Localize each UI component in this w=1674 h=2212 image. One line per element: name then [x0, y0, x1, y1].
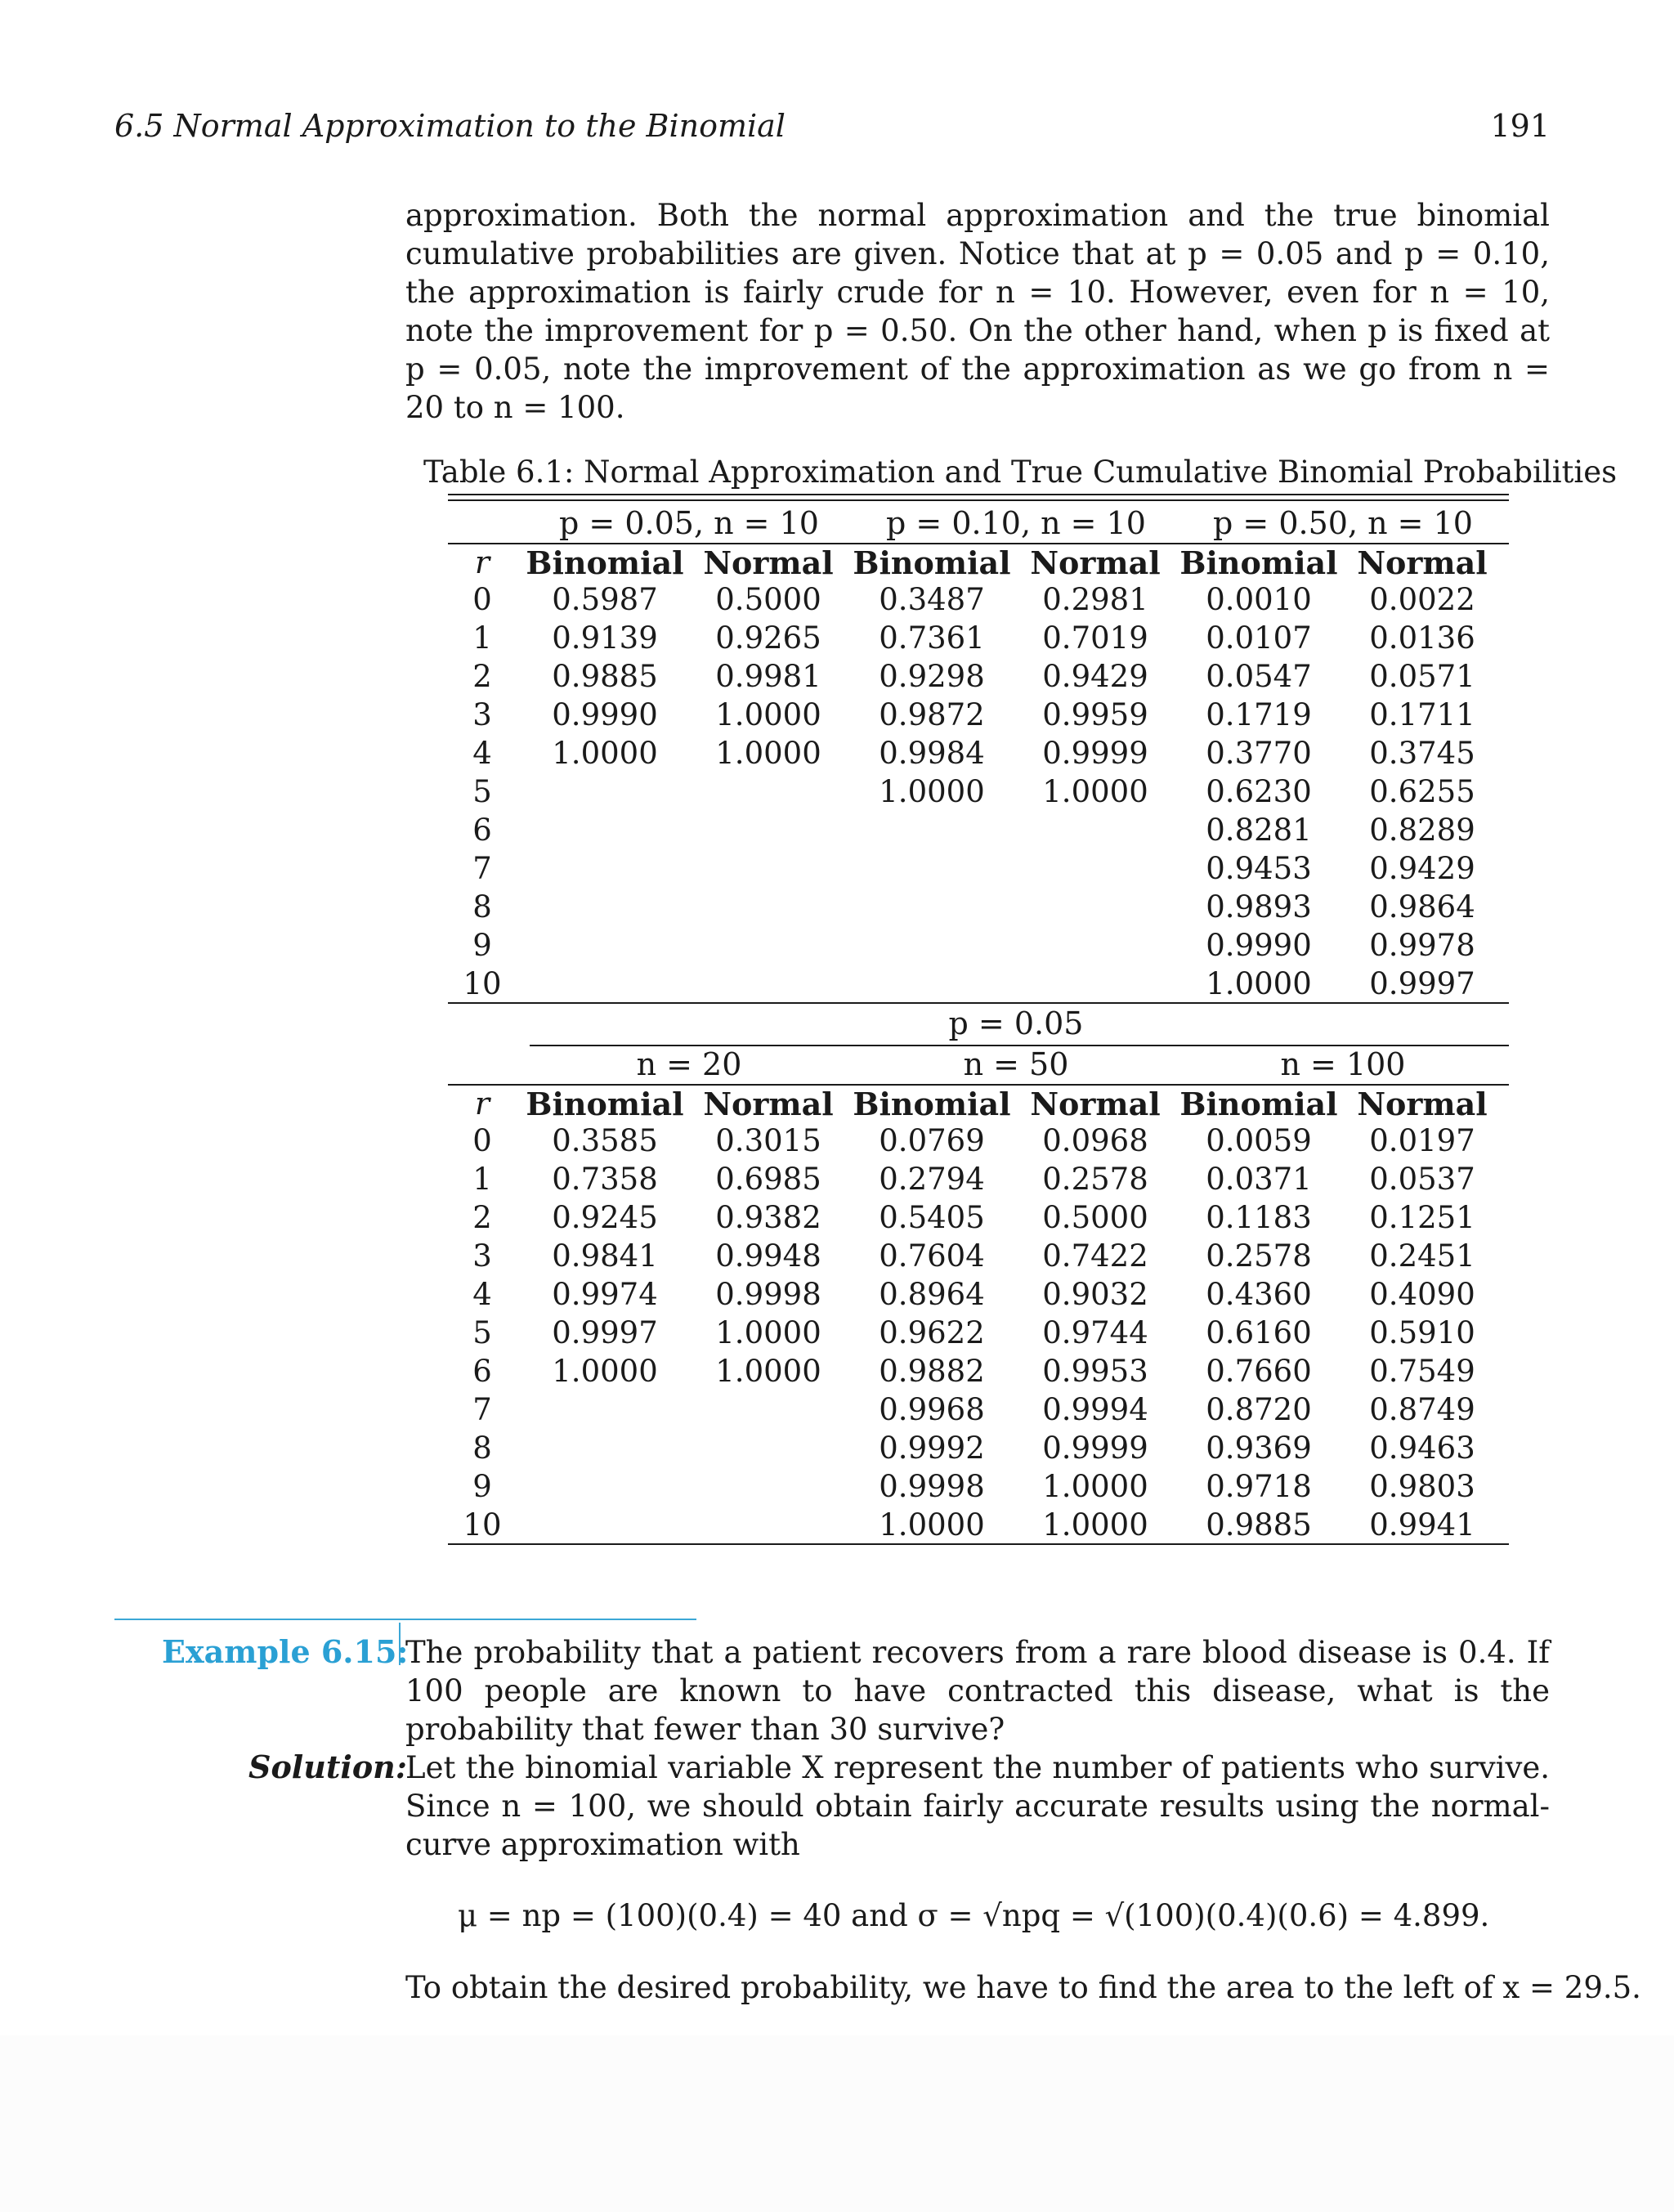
row-label: 10 [463, 1507, 502, 1543]
bottom-shading [0, 2035, 1674, 2212]
top-group-header-2: p = 0.10, n = 10 [886, 505, 1146, 541]
table-cell: 0.0010 [1206, 582, 1312, 617]
table-cell: 0.0136 [1369, 620, 1475, 656]
row-label: 5 [472, 1315, 492, 1350]
table-cell: 0.9265 [715, 620, 821, 656]
table-cell: 0.9139 [552, 620, 658, 656]
table-cell: 0.9369 [1206, 1431, 1312, 1466]
bottom-group-header-3: n = 100 [1280, 1046, 1406, 1082]
table-cell: 0.9298 [879, 659, 985, 694]
intro-text: approximation. Both the normal approximation and the true binomial cumulative probabilities are given. Notice that at p = 0.05 and p = 0.10, the approximation is fairly crude for n = 10. However, even for n = 10, note the improvement for p = 0.50. On the other hand, when p is fixed at p = 0.05, note the improvement of the approximation as we go from n = 20 to n = 100. [405, 198, 1550, 425]
table-cell: 0.6160 [1206, 1315, 1312, 1350]
table-cell: 0.5000 [1042, 1200, 1148, 1235]
table-cell: 0.7549 [1369, 1354, 1475, 1389]
table-cell: 1.0000 [552, 1354, 658, 1389]
table-cell: 1.0000 [1206, 966, 1312, 1001]
table-cell: 0.7660 [1206, 1354, 1312, 1389]
table-cell: 1.0000 [715, 697, 821, 732]
row-label: 7 [472, 851, 492, 886]
top-group-header-1: p = 0.05, n = 10 [559, 505, 819, 541]
table-cell: 0.0059 [1206, 1123, 1312, 1158]
table-cell: 0.0197 [1369, 1123, 1475, 1158]
table-cell: 0.2451 [1369, 1238, 1475, 1274]
table-cell: 0.9032 [1042, 1277, 1148, 1312]
row-label: 7 [472, 1392, 492, 1427]
table-cell: 1.0000 [1042, 1507, 1148, 1543]
table-cell: 0.9984 [879, 736, 985, 771]
row-label: 9 [472, 928, 492, 963]
table-cell: 0.9997 [1369, 966, 1475, 1001]
table-cell: 0.5000 [715, 582, 821, 617]
table-cell: 0.8720 [1206, 1392, 1312, 1427]
row-label: 8 [472, 1431, 492, 1466]
row-label: 6 [472, 813, 492, 848]
table-cell: 0.0769 [879, 1123, 985, 1158]
table-cell: 0.3585 [552, 1123, 658, 1158]
column-header: Binomial [526, 544, 684, 581]
table-cell: 0.9622 [879, 1315, 985, 1350]
running-header-title: 6.5 Normal Approximation to the Binomial [114, 108, 786, 144]
table-cell: 0.9872 [879, 697, 985, 732]
table-cell: 0.0022 [1369, 582, 1475, 617]
column-header: Binomial [1179, 544, 1338, 581]
table-cell: 0.8749 [1369, 1392, 1475, 1427]
row-label: 0 [472, 582, 492, 617]
table-cell: 0.9463 [1369, 1431, 1475, 1466]
table-cell: 0.7604 [879, 1238, 985, 1274]
table-cell: 0.8289 [1369, 813, 1475, 848]
column-header: Binomial [853, 544, 1011, 581]
column-header: Normal [703, 1086, 834, 1122]
table-cell: 0.9803 [1369, 1469, 1475, 1504]
table-cell: 0.7358 [552, 1162, 658, 1197]
column-header: r [474, 1086, 490, 1122]
table-cell: 0.7422 [1042, 1238, 1148, 1274]
table-cell: 0.9998 [715, 1277, 821, 1312]
column-header: Binomial [526, 1086, 684, 1122]
table-cell: 0.6230 [1206, 774, 1312, 809]
example-label: Example 6.15: [162, 1633, 409, 1670]
table-cell: 0.9864 [1369, 889, 1475, 925]
table-cell: 0.9429 [1369, 851, 1475, 886]
table-cell: 0.9997 [552, 1315, 658, 1350]
table-cell: 0.4360 [1206, 1277, 1312, 1312]
row-label: 2 [472, 1200, 492, 1235]
table-cell: 0.2981 [1042, 582, 1148, 617]
row-label: 3 [472, 697, 492, 732]
table-cell: 0.9841 [552, 1238, 658, 1274]
example-rule [114, 1619, 696, 1620]
row-label: 1 [472, 1162, 492, 1197]
column-header: Normal [1357, 1086, 1488, 1122]
table-cell: 0.9453 [1206, 851, 1312, 886]
table-bottom-rule [448, 1543, 1509, 1545]
table-cell: 1.0000 [1042, 1469, 1148, 1504]
table-cell: 0.9974 [552, 1277, 658, 1312]
solution-formula: μ = np = (100)(0.4) = 40 and σ = √npq = √(100)(0.4)(0.6) = 4.899. [458, 1898, 1490, 1933]
table-cell: 0.9981 [715, 659, 821, 694]
table-cell: 0.9429 [1042, 659, 1148, 694]
table-cell: 0.9953 [1042, 1354, 1148, 1389]
table-cell: 0.9990 [552, 697, 658, 732]
table-cell: 0.7361 [879, 620, 985, 656]
row-label: 4 [472, 736, 492, 771]
table-cell: 0.3487 [879, 582, 985, 617]
table-cell: 0.0968 [1042, 1123, 1148, 1158]
row-label: 5 [472, 774, 492, 809]
table-cell: 0.1711 [1369, 697, 1475, 732]
table-cell: 0.9994 [1042, 1392, 1148, 1427]
table-cell: 0.9992 [879, 1431, 985, 1466]
table-cell: 0.9941 [1369, 1507, 1475, 1543]
solution-label: Solution: [248, 1749, 407, 1785]
table-cell: 1.0000 [879, 1507, 985, 1543]
row-label: 9 [472, 1469, 492, 1504]
column-header: Binomial [853, 1086, 1011, 1122]
row-label: 2 [472, 659, 492, 694]
table-cell: 0.7019 [1042, 620, 1148, 656]
example-text: The probability that a patient recovers from a rare blood disease is 0.4. If 100 people are known to have contracted this disease, what is the probability that fewer than 30 survive? [405, 1635, 1550, 1747]
table-cell: 0.6255 [1369, 774, 1475, 809]
column-header: Normal [703, 544, 834, 581]
table-cell: 0.1183 [1206, 1200, 1312, 1235]
table-cell: 0.0107 [1206, 620, 1312, 656]
row-label: 1 [472, 620, 492, 656]
table-cell: 0.9999 [1042, 1431, 1148, 1466]
table-cell: 0.2794 [879, 1162, 985, 1197]
row-label: 8 [472, 889, 492, 925]
table-cell: 0.0537 [1369, 1162, 1475, 1197]
table-cell: 1.0000 [715, 1354, 821, 1389]
row-label: 6 [472, 1354, 492, 1389]
table-cell: 0.9948 [715, 1238, 821, 1274]
table-cell: 0.5405 [879, 1200, 985, 1235]
table-cell: 0.5910 [1369, 1315, 1475, 1350]
table-cell: 0.9885 [1206, 1507, 1312, 1543]
table-cell: 0.6985 [715, 1162, 821, 1197]
bottom-group-header-1: n = 20 [636, 1046, 742, 1082]
page-number: 191 [1490, 108, 1550, 144]
table-cell: 0.9245 [552, 1200, 658, 1235]
table-cell: 0.1251 [1369, 1200, 1475, 1235]
table-cell: 0.9959 [1042, 697, 1148, 732]
table-cell: 0.9968 [879, 1392, 985, 1427]
solution-text: Let the binomial variable X represent the number of patients who survive. Since n = 100, we should obtain fairly accurate results using the normal-curve approximation with [405, 1750, 1550, 1862]
table-cell: 1.0000 [552, 736, 658, 771]
table-cell: 1.0000 [879, 774, 985, 809]
table-cell: 0.2578 [1042, 1162, 1148, 1197]
table-cell: 1.0000 [715, 736, 821, 771]
row-label: 3 [472, 1238, 492, 1274]
top-group-header-3: p = 0.50, n = 10 [1213, 505, 1473, 541]
intro-paragraph [405, 196, 1550, 427]
table-cell: 0.1719 [1206, 697, 1312, 732]
bottom-super-group: p = 0.05 [948, 1005, 1084, 1041]
bottom-group-header-2: n = 50 [963, 1046, 1069, 1082]
table-cell: 0.3745 [1369, 736, 1475, 771]
table-cell: 0.9882 [879, 1354, 985, 1389]
table-cell: 0.9999 [1042, 736, 1148, 771]
table-cell: 0.9382 [715, 1200, 821, 1235]
column-header: Normal [1030, 544, 1161, 581]
table-cell: 0.2578 [1206, 1238, 1312, 1274]
table-cell: 0.0547 [1206, 659, 1312, 694]
column-header: r [474, 544, 490, 580]
table-cell: 0.4090 [1369, 1277, 1475, 1312]
table-cell: 1.0000 [715, 1315, 821, 1350]
column-header: Normal [1030, 1086, 1161, 1122]
table-cell: 0.9885 [552, 659, 658, 694]
table-cell: 0.9744 [1042, 1315, 1148, 1350]
solution-final-line: To obtain the desired probability, we have to find the area to the left of x = 29.5. [405, 1970, 1641, 2005]
row-label: 0 [472, 1123, 492, 1158]
table-cell: 0.9978 [1369, 928, 1475, 963]
table-cell: 0.9990 [1206, 928, 1312, 963]
column-header: Binomial [1179, 1086, 1338, 1122]
table-cell: 0.9718 [1206, 1469, 1312, 1504]
column-header: Normal [1357, 544, 1488, 581]
table-top-rule-1 [448, 494, 1509, 495]
table-caption: Table 6.1: Normal Approximation and True Cumulative Binomial Probabilities [423, 454, 1618, 490]
row-label: 4 [472, 1277, 492, 1312]
table-cell: 0.3015 [715, 1123, 821, 1158]
row-label: 10 [463, 966, 502, 1001]
table-cell: 0.3770 [1206, 736, 1312, 771]
table-cell: 1.0000 [1042, 774, 1148, 809]
table-cell: 0.8964 [879, 1277, 985, 1312]
table-cell: 0.0571 [1369, 659, 1475, 694]
table-cell: 0.9893 [1206, 889, 1312, 925]
table-cell: 0.5987 [552, 582, 658, 617]
table-cell: 0.9998 [879, 1469, 985, 1504]
table-cell: 0.0371 [1206, 1162, 1312, 1197]
top-table-bottom-rule [448, 1002, 1509, 1004]
table-top-rule-2 [448, 499, 1509, 501]
table-cell: 0.8281 [1206, 813, 1312, 848]
